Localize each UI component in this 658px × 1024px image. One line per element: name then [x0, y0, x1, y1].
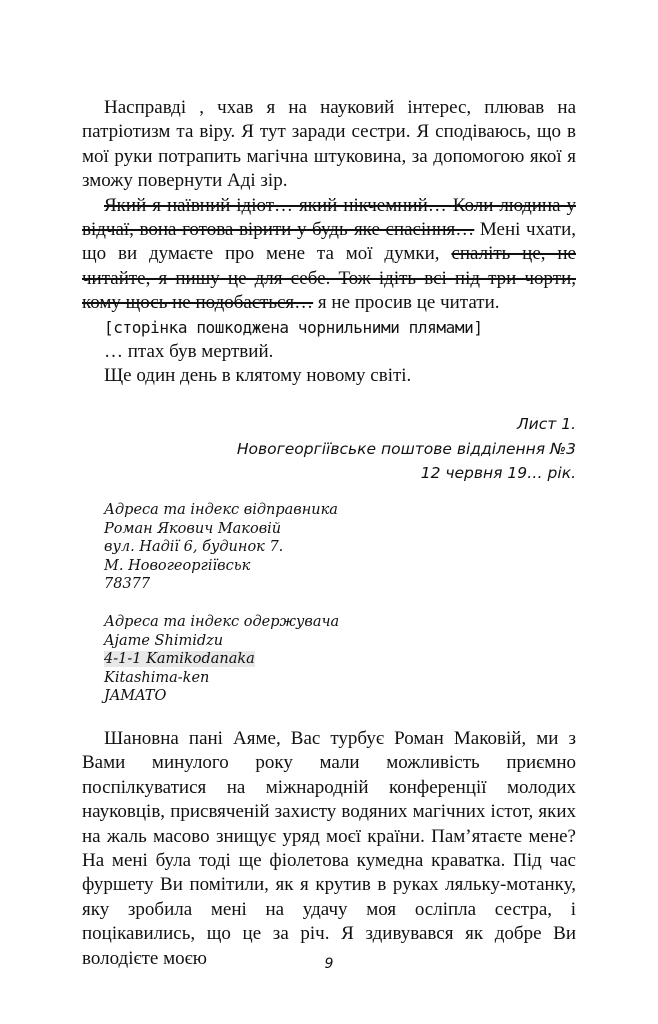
sender-street: вул. Надії 6, будинок 7.: [104, 539, 284, 556]
recipient-country: JAMATO: [104, 688, 167, 705]
sender-label: Адреса та індекс відправника: [104, 502, 338, 518]
sender-name: Роман Якович Маковій: [104, 520, 282, 537]
post-office: Новогеоргіївське поштове відділення №3: [236, 439, 576, 458]
crossed-out-text-2: спаліть це, не читайте, я пишу це для себе. Тож ідіть всі під три чорти, кому щось не подобається…: [82, 243, 576, 314]
page-number: 9: [324, 956, 334, 972]
recipient-label: Адреса та індекс одержувача: [104, 614, 340, 630]
damaged-page-note: [сторінка пошкоджена чорнильними плямами]: [104, 317, 483, 337]
paragraph-2: [82, 194, 576, 316]
sender-address: [104, 501, 464, 594]
paragraph-1: Насправді , чхав я на науковий інтерес, плював на патріотизм та віру. Я тут заради сестри. Я сподіваюсь, що в мої руки потрапить магічна штуковина, за допомогою якої я зможу повернути Аді зір.: [82, 97, 576, 192]
crossed-out-text-1: Який я наївний ідіот… який нікчемний… Коли людина у відчаї, вона готова вірити у будь-яке спасіння…: [82, 194, 576, 241]
recipient-street-text: 4-1-1 Kamikodanaka: [104, 651, 255, 668]
paragraph-4: Ще один день в клятому новому світі.: [104, 365, 412, 387]
letter-body: [82, 727, 576, 971]
sender-zip: 78377: [104, 576, 151, 593]
diary-text: [82, 96, 576, 389]
recipient-street: [104, 650, 464, 669]
recipient-district: Kitashima-ken: [104, 669, 210, 686]
letter-paragraph: Шановна пані Аяме, Вас турбує Роман Маковій, ми з Вами минулого року мали можливість приємно поспілкуватися на міжнародній конференції молодих науковців, присвяченій захисту водяних магічних істот, яких на жаль масово знищує уряд моєї країни. Пам’ятаєте мене? На мені була тоді ще фіолетова кумедна краватка. Під час фуршету Ви помітили, як я крутив в руках ляльку-мотанку, яку зробила мені на удачу моя осліпла сестра, і поцікавились, що це за річ. Я здивувався як добре Ви володієте моєю: [82, 728, 576, 969]
recipient-name: Ajame Shimidzu: [104, 632, 224, 649]
letter-title: Лист 1.: [517, 415, 576, 433]
plain-text-1: Мені чхати, що ви думаєте про мене та мої думки,: [82, 219, 576, 265]
plain-text-2: я не просив це читати.: [313, 292, 500, 314]
recipient-address: [104, 613, 464, 706]
letter-date: 12 червня 19… рік.: [420, 464, 576, 483]
sender-city: М. Новогеоргіївськ: [104, 557, 251, 574]
paragraph-3: … птах був мертвий.: [104, 341, 274, 363]
letter-header: [116, 412, 576, 486]
